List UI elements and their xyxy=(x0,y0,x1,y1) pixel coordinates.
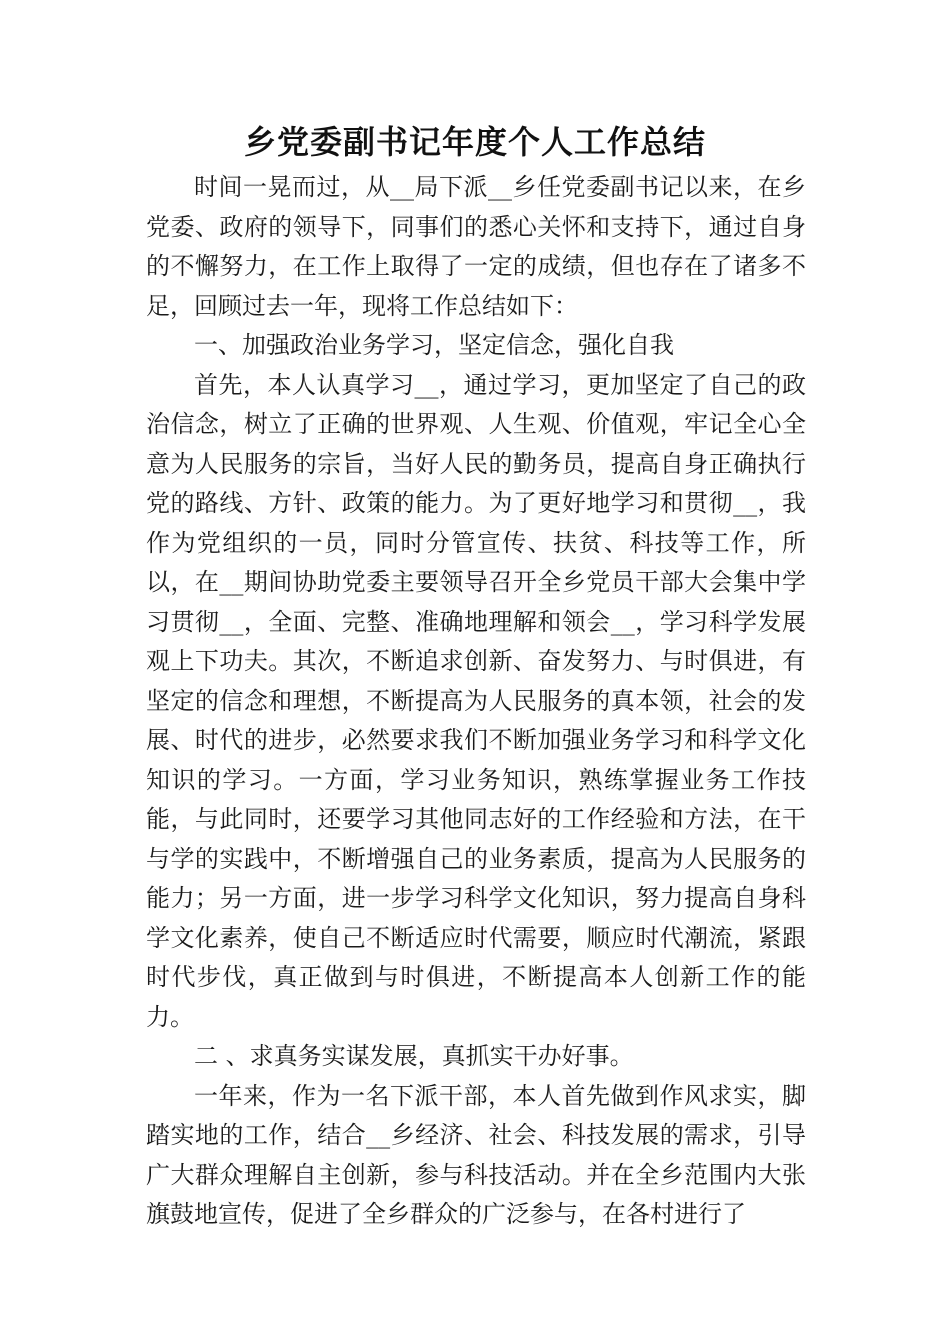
section-heading-1: 一、加强政治业务学习，坚定信念，强化自我 xyxy=(194,331,674,359)
paragraph-section-1: 首先，本人认真学习__，通过学习，更加坚定了自己的政治信念，树立了正确的世界观、人生观、价值观，牢记全心全意为人民服务的宗旨，当好人民的勤务员，提高自身正确执行党的路线、方针、政策的能力。为了更好地学习和贯彻__，我作为党组织的一员，同时分管宣传、扶贫、科技等工作，所以，在__期间协助党委主要领导召开全乡党员干部大会集中学习贯彻__，全面、完整、准确地理解和领会__，学习科学发展观上下功夫。其次，不断追求创新、奋发努力、与时俱进，有坚定的信念和理想，不断提高为人民服务的真本领，社会的发展、时代的进步，必然要求我们不断加强业务学习和科学文化知识的学习。一方面，学习业务知识，熟练掌握业务工作技能，与此同时，还要学习其他同志好的工作经验和方法，在干与学的实践中，不断增强自己的业务素质，提高为人民服务的能力；另一方面，进一步学习科学文化知识，努力提高自身科学文化素养，使自己不断适应时代需要，顺应时代潮流，紧跟时代步伐，真正做到与时俱进，不断提高本人创新工作的能力。 xyxy=(146,370,806,1031)
paragraph-intro: 时间一晃而过，从__局下派__乡任党委副书记以来，在乡党委、政府的领导下，同事们的悉心关怀和支持下，通过自身的不懈努力，在工作上取得了一定的成绩，但也存在了诸多不足，回顾过去一年，现将工作总结如下： xyxy=(146,173,806,320)
section-heading-2: 二 、求真务实谋发展，真抓实干办好事。 xyxy=(194,1042,634,1070)
document-body xyxy=(146,168,806,1235)
document-title: 乡党委副书记年度个人工作总结 xyxy=(243,123,706,161)
paragraph-section-2: 一年来，作为一名下派干部，本人首先做到作风求实，脚踏实地的工作，结合__乡经济、社会、科技发展的需求，引导广大群众理解自主创新，参与科技活动。并在全乡范围内大张旗鼓地宣传，促进了全乡群众的广泛参与，在各村进行了 xyxy=(146,1081,806,1228)
